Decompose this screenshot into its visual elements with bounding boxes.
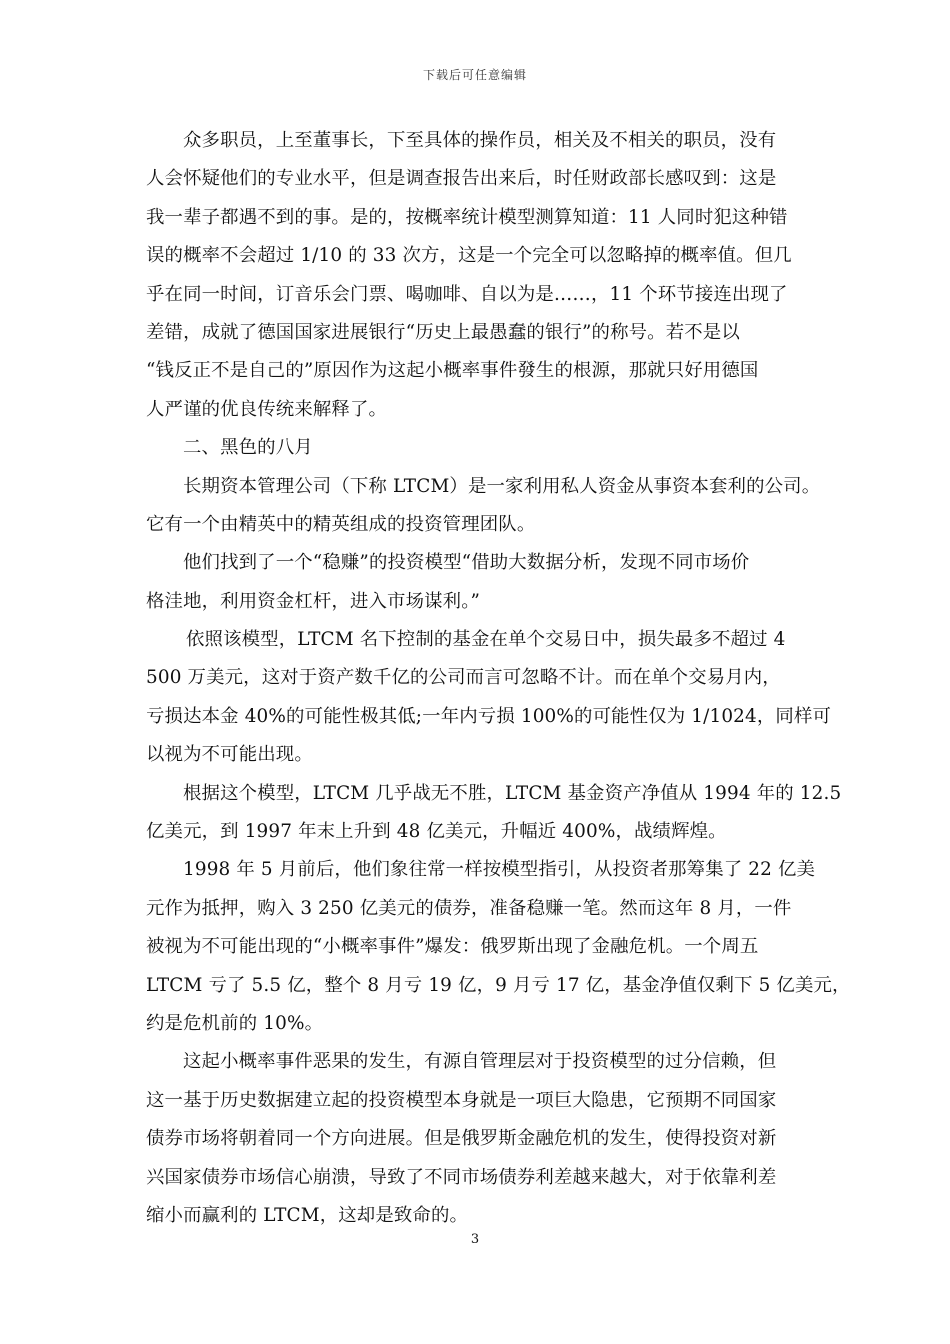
text-line: 我一辈子都遇不到的事。是的，按概率统计模型测算知道：11 人同时犯这种错	[146, 206, 788, 228]
text-line: 误的概率不会超过 1/10 的 33 次方，这是一个完全可以忽略掉的概率值。但几	[146, 245, 792, 267]
text-line: 亿美元，到 1997 年末上升到 48 亿美元，升幅近 400%，战绩辉煌。	[146, 821, 727, 843]
text-line: 兴国家债券市场信心崩溃，导致了不同市场债券利差越来越大，对于依靠利差	[146, 1166, 777, 1188]
document-body	[146, 122, 851, 1235]
page-header: 下载后可任意编辑	[422, 68, 527, 82]
text-line: 缩小而赢利的 LTCM，这却是致命的。	[146, 1204, 469, 1226]
text-line: 债券市场将朝着同一个方向进展。但是俄罗斯金融危机的发生，使得投资对新	[146, 1128, 777, 1150]
text-line: 亏损达本金 40%的可能性极其低;一年内亏损 100%的可能性仅为 1/1024，同样可	[146, 705, 832, 727]
text-line: “钱反正不是自己的”原因作为这起小概率事件發生的根源，那就只好用德国	[146, 360, 759, 382]
text-line: 人严谨的优良传统来解释了。	[146, 398, 388, 420]
text-line: 众多职员，上至董事长，下至具体的操作员，相关及不相关的职员，没有	[183, 130, 777, 151]
text-line: 格洼地，利用资金杠杆，进入市场谋利。”	[146, 590, 481, 612]
page-number: 3	[470, 1232, 480, 1247]
text-line: LTCM 亏了 5.5 亿，整个 8 月亏 19 亿，9 月亏 17 亿，基金净值仅剩下 5 亿美元，	[146, 974, 851, 996]
text-line: 500 万美元，这对于资产数千亿的公司而言可忽略不计。而在单个交易月内，	[146, 667, 781, 689]
text-line: 根据这个模型，LTCM 几乎战无不胜，LTCM 基金资产净值从 1994 年的 12.5	[183, 782, 842, 804]
text-line: 长期资本管理公司（下称 LTCM）是一家利用私人资金从事资本套利的公司。	[183, 475, 821, 497]
text-line: 它有一个由精英中的精英组成的投资管理团队。	[146, 513, 536, 535]
text-line: 乎在同一时间，订音乐会门票、喝咖啡、自以为是……，11 个环节接连出现了	[146, 283, 788, 305]
section-heading: 二、黑色的八月	[183, 437, 313, 459]
text-line: 这一基于历史数据建立起的投资模型本身就是一项巨大隐患，它预期不同国家	[146, 1089, 777, 1111]
text-line: 约是危机前的 10%。	[146, 1012, 324, 1034]
text-line: 这起小概率事件恶果的发生，有源自管理层对于投资模型的过分信赖，但	[183, 1051, 777, 1073]
text-line: 元作为抵押，购入 3 250 亿美元的债券，准备稳赚一笔。然而这年 8 月，一件	[146, 897, 792, 919]
text-line: 差错，成就了德国国家进展银行“历史上最愚蠢的银行”的称号。若不是以	[146, 321, 740, 343]
text-line: 依照该模型，LTCM 名下控制的基金在单个交易日中，损失最多不超过 4	[186, 629, 786, 651]
text-line: 以视为不可能出现。	[146, 744, 313, 766]
text-line: 人会怀疑他们的专业水平，但是调查报告出来后，时任财政部长感叹到：这是	[146, 168, 777, 190]
text-line: 被视为不可能出现的“小概率事件”爆发：俄罗斯出现了金融危机。一个周五	[146, 936, 759, 958]
text-line: 他们找到了一个“稳赚”的投资模型“借助大数据分析，发现不同市场价	[183, 552, 750, 574]
text-line: 1998 年 5 月前后，他们象往常一样按模型指引，从投资者那筹集了 22 亿美	[183, 859, 816, 881]
